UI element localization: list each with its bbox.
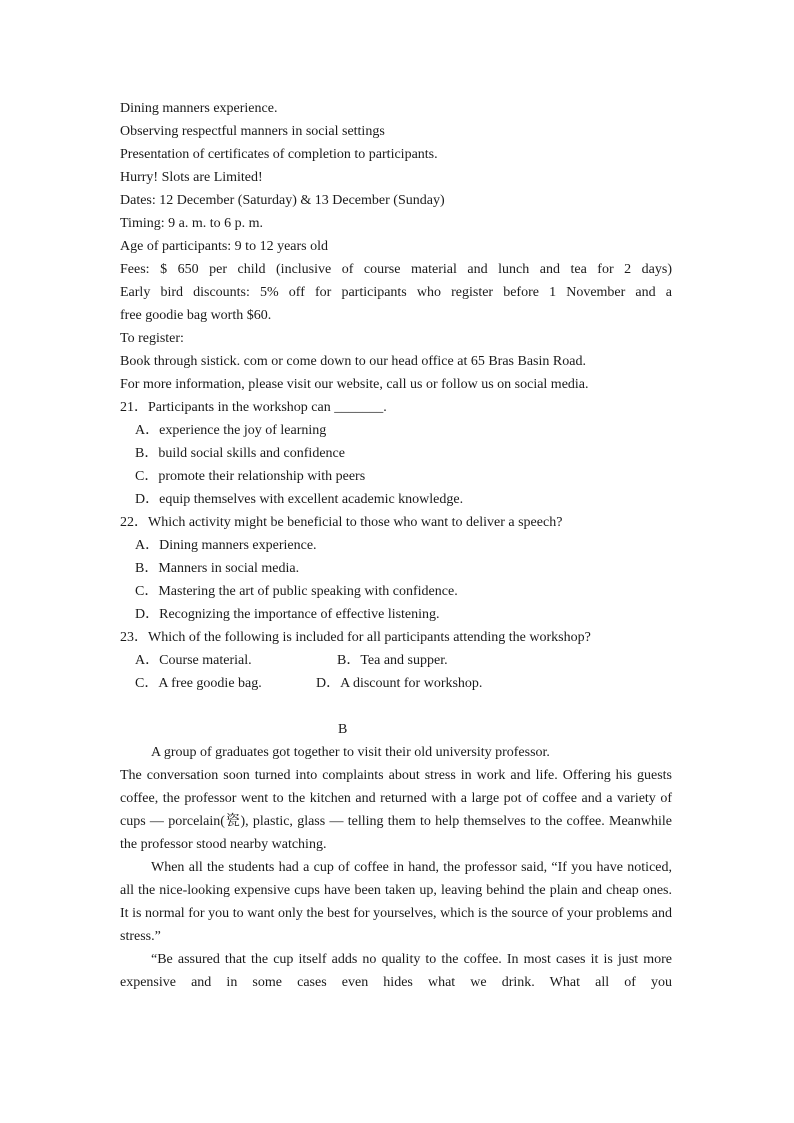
early-bird-line: Early bird discounts: 5% off for participants who register before 1 November and a: [120, 285, 672, 300]
register-label: To register:: [120, 331, 184, 346]
question-21-stem: 21．Participants in the workshop can _______.: [120, 400, 387, 415]
question-21-option-b: B．build social skills and confidence: [135, 446, 345, 461]
age-line: Age of participants: 9 to 12 years old: [120, 239, 329, 254]
question-22-option-a: A．Dining manners experience.: [135, 538, 317, 553]
question-22-option-c: C．Mastering the art of public speaking with confidence.: [135, 584, 458, 599]
question-23-option-b: B．Tea and supper.: [337, 653, 448, 668]
register-line: Book through sistick. com or come down to our head office at 65 Bras Basin Road.: [120, 354, 586, 369]
timing-line: Timing: 9 a. m. to 6 p. m.: [120, 216, 264, 231]
intro-line: Presentation of certificates of completion to participants.: [120, 147, 438, 162]
question-22-option-b: B．Manners in social media.: [135, 561, 300, 576]
section-b-p3: “Be assured that the cup itself adds no quality to the coffee. In most cases it is just more expensive and in some cases even hides what we drink. What all of you: [120, 952, 672, 990]
section-spacer: [120, 695, 672, 718]
intro-line: Dining manners experience.: [120, 101, 278, 116]
question-23-options-row-2: [120, 672, 672, 695]
question-23-option-a: A．Course material.: [135, 653, 252, 668]
fees-line: Fees: $ 650 per child (inclusive of course material and lunch and tea for 2 days): [120, 262, 672, 277]
info-line: For more information, please visit our website, call us or follow us on social media.: [120, 377, 589, 392]
question-23-option-c: C．A free goodie bag.: [135, 676, 262, 691]
question-21-option-a: A．experience the joy of learning: [135, 423, 327, 438]
question-22-stem: 22．Which activity might be beneficial to those who want to deliver a speech?: [120, 515, 563, 530]
question-23-option-d: D．A discount for workshop.: [316, 676, 483, 691]
exam-page-content: [120, 97, 672, 994]
question-21-option-d: D．equip themselves with excellent academic knowledge.: [135, 492, 464, 507]
dates-line: Dates: 12 December (Saturday) & 13 December (Sunday): [120, 193, 445, 208]
section-b-p1-first-line: A group of graduates got together to visit their old university professor.: [151, 745, 550, 760]
intro-line: Hurry! Slots are Limited!: [120, 170, 263, 185]
question-22-option-d: D．Recognizing the importance of effective listening.: [135, 607, 440, 622]
section-b-p2: When all the students had a cup of coffee in hand, the professor said, “If you have noticed, all the nice-looking expensive cups have been taken up, leaving behind the plain and cheap ones. It is normal for you to want only the best for yourselves, which is the source of your problems and stress.”: [120, 860, 672, 944]
question-23-stem: 23．Which of the following is included for all participants attending the workshop?: [120, 630, 591, 645]
intro-line: Observing respectful manners in social settings: [120, 124, 385, 139]
section-b-heading: B: [338, 722, 348, 737]
early-bird-line-cont: free goodie bag worth $60.: [120, 308, 272, 323]
section-b-p1-rest: The conversation soon turned into complaints about stress in work and life. Offering his guests coffee, the professor went to the kitchen and returned with a large pot of coffee and a variety of cups — porcelain(瓷), plastic, glass — telling them to help themselves to the coffee. Meanwhile the professor stood nearby watching.: [120, 768, 672, 852]
question-23-options-row-1: [120, 649, 672, 672]
question-21-option-c: C．promote their relationship with peers: [135, 469, 366, 484]
